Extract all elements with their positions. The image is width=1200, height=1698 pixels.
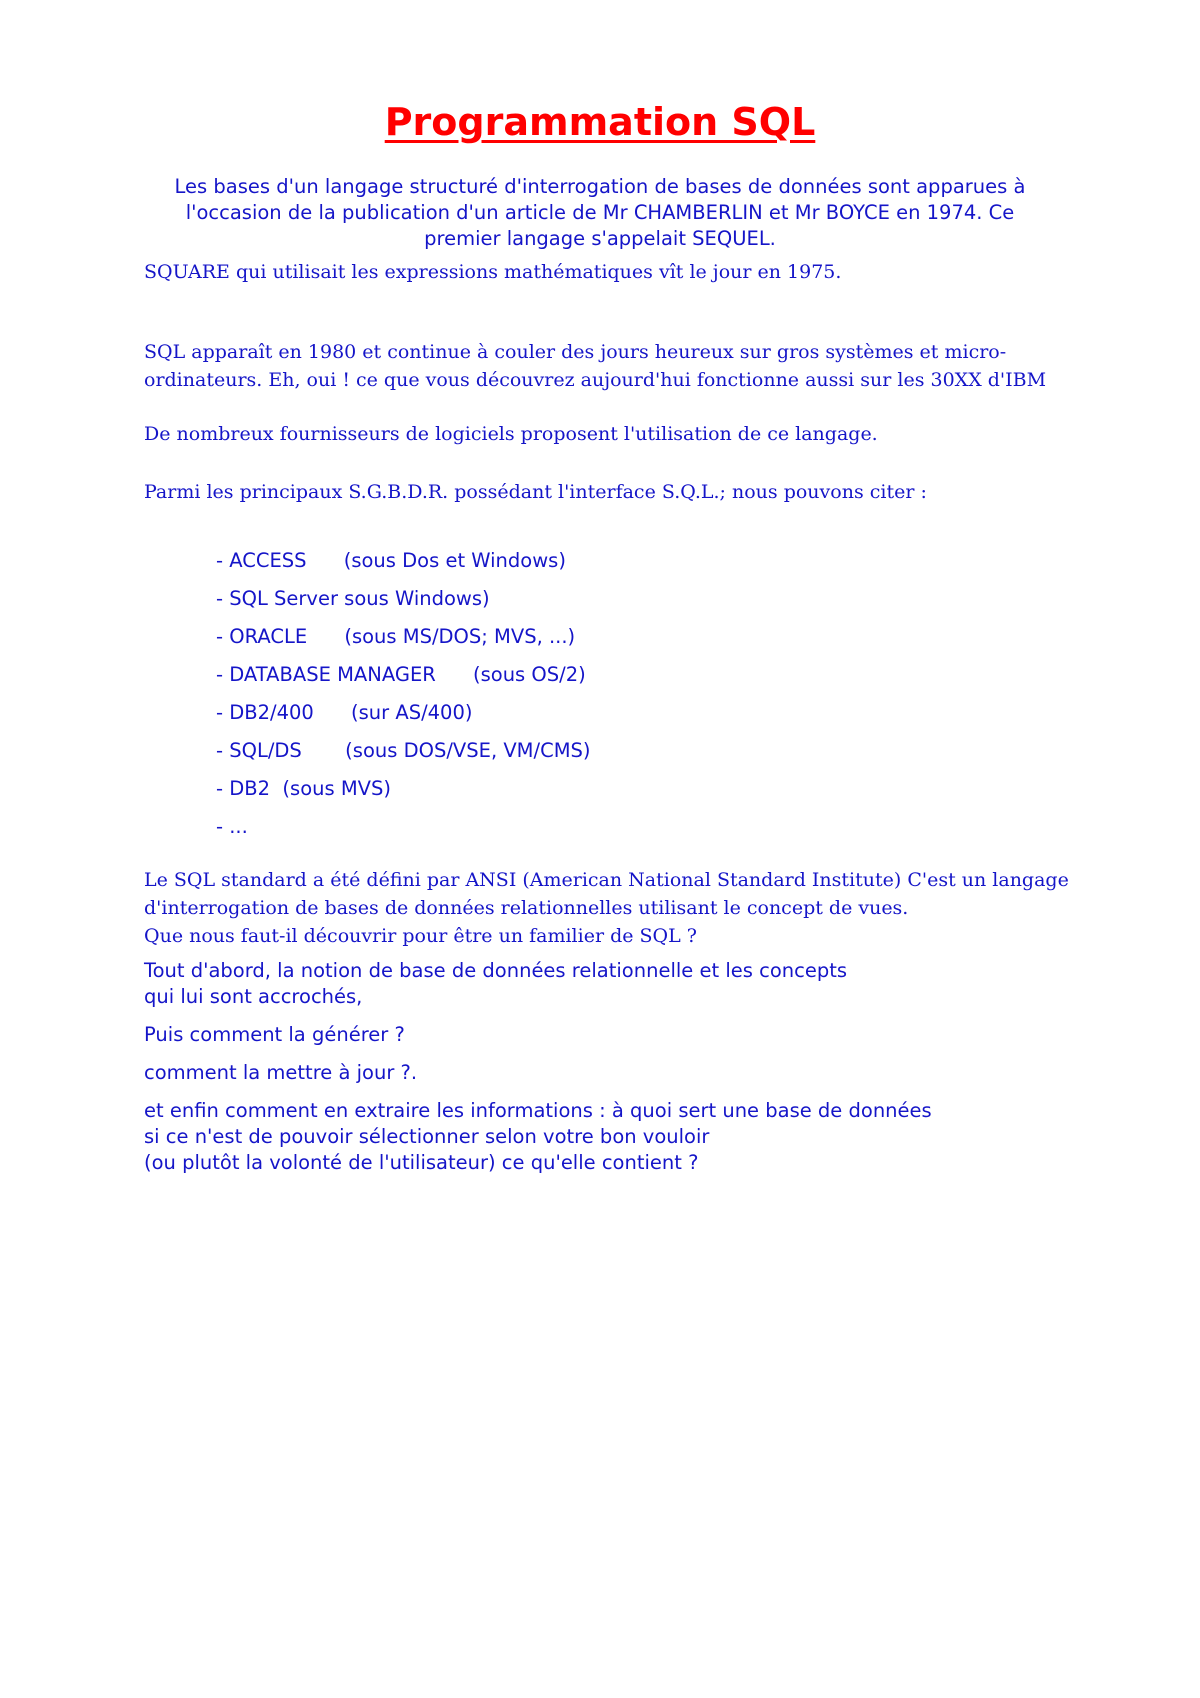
sgbdr-intro-paragraph: Parmi les principaux S.G.B.D.R. possédant l'interface S.Q.L.; nous pouvons citer :	[144, 481, 927, 503]
list-item: - ...	[216, 815, 248, 838]
relational-concepts-paragraph	[144, 958, 1124, 1010]
list-item: - SQL/DS (sous DOS/VSE, VM/CMS)	[216, 739, 591, 762]
ansi-line: d'interrogation de bases de données relationnelles utilisant le concept de vues.	[144, 897, 909, 919]
sgbdr-list	[216, 542, 591, 846]
list-item: - ORACLE (sous MS/DOS; MVS, ...)	[216, 625, 576, 648]
list-item: - DB2 (sous MVS)	[216, 777, 391, 800]
sql-history-line: SQL apparaît en 1980 et continue à couler des jours heureux sur gros systèmes et micro-	[144, 341, 1007, 363]
update-question: comment la mettre à jour ?.	[144, 1061, 418, 1084]
extract-paragraph	[144, 1098, 1124, 1176]
extract-line: si ce n'est de pouvoir sélectionner selon votre bon vouloir	[144, 1125, 710, 1148]
list-item: - SQL Server sous Windows)	[216, 587, 490, 610]
extract-line: et enfin comment en extraire les informations : à quoi sert une base de données	[144, 1099, 932, 1122]
list-item: - DB2/400 (sur AS/400)	[216, 701, 473, 724]
page-title: Programmation SQL	[384, 100, 816, 144]
ansi-line: Que nous faut-il découvrir pour être un familier de SQL ?	[144, 925, 697, 947]
ansi-line: Le SQL standard a été défini par ANSI (American National Standard Institute) C'est un langage	[144, 869, 1069, 891]
list-item: - ACCESS (sous Dos et Windows)	[216, 549, 566, 572]
relational-concepts-line: Tout d'abord, la notion de base de données relationnelle et les concepts	[144, 959, 848, 982]
square-paragraph: SQUARE qui utilisait les expressions mathématiques vît le jour en 1975.	[144, 261, 842, 283]
intro-paragraph: Les bases d'un langage structuré d'interrogation de bases de données sont apparues à l'occasion de la publication d'un article de Mr CHAMBERLIN et Mr BOYCE en 1974. Ce premier langage s'appelait SEQUEL.	[174, 175, 1026, 250]
generate-question: Puis comment la générer ?	[144, 1023, 405, 1046]
ansi-paragraph	[144, 866, 1124, 950]
extract-line: (ou plutôt la volonté de l'utilisateur) ce qu'elle contient ?	[144, 1151, 699, 1174]
relational-concepts-line: qui lui sont accrochés,	[144, 985, 363, 1008]
sql-history-paragraph	[144, 338, 1124, 394]
list-item: - DATABASE MANAGER (sous OS/2)	[216, 663, 586, 686]
sql-history-line: ordinateurs. Eh, oui ! ce que vous découvrez aujourd'hui fonctionne aussi sur les 30XX d'IBM	[144, 369, 1047, 391]
vendors-paragraph: De nombreux fournisseurs de logiciels proposent l'utilisation de ce langage.	[144, 423, 878, 445]
